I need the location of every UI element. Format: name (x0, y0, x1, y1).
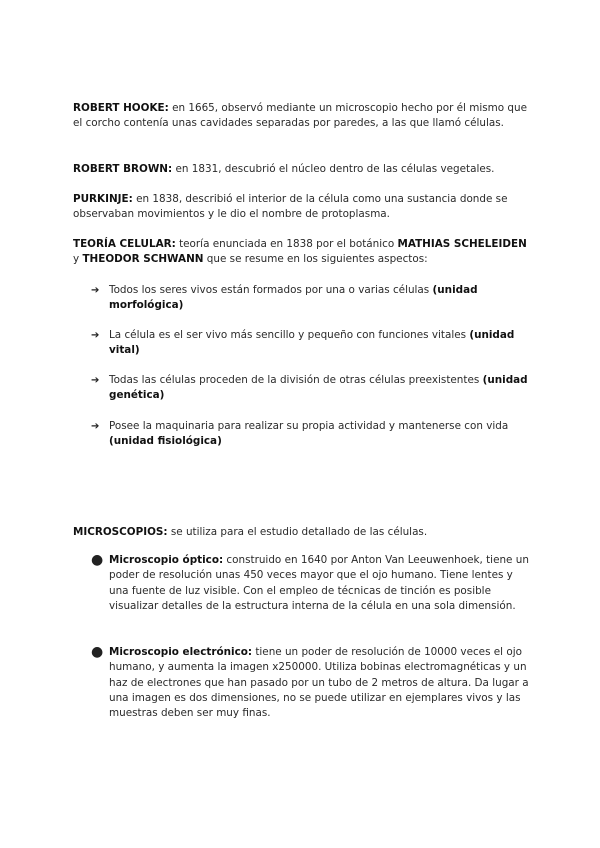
term-brown: ROBERT BROWN: (73, 163, 173, 175)
paragraph-brown: ROBERT BROWN: en 1831, descubrió el núcleo dentro de las células vegetales. (73, 163, 495, 175)
paragraph-purkinje: PURKINJE: en 1838, describió el interior de la célula como una sustancia donde se observaban movimientos y le dio el nombre de protoplasma. (73, 193, 508, 221)
list-item: ➔ Todas las células proceden de la división de otras células preexistentes (unidad genética) (91, 373, 531, 404)
term-hooke: ROBERT HOOKE: (73, 102, 169, 114)
arrow-icon: ➔ (91, 375, 100, 386)
arrow-icon: ➔ (91, 330, 100, 341)
list-item: ➔ Posee la maquinaria para realizar su propia actividad y mantenerse con vida (unidad fisiológica) (91, 419, 531, 450)
list-item: ● Microscopio óptico: construido en 1640 por Anton Van Leeuwenhoek, tiene un poder de resolución unas 450 veces mayor que el ojo humano. Tiene lentes y una fuente de luz visible. Con el empleo de técnicas de tinción es posible visualizar detalles de la estructura interna de la célula en una sola dimensión. (91, 553, 531, 614)
paragraph-hooke: ROBERT HOOKE: en 1665, observó mediante un microscopio hecho por él mismo que el corcho contenía unas cavidades separadas por paredes, a las que llamó células. (73, 102, 528, 130)
paragraph-microscopios: MICROSCOPIOS: se utiliza para el estudio detallado de las células. (73, 526, 428, 538)
list-item: ● Microscopio electrónico: tiene un poder de resolución de 10000 veces el ojo humano, y aumenta la imagen x250000. Utiliza bobinas electromagnéticas y un haz de electrones que han pasado por un tubo de 2 metros de altura. Da lugar a una imagen es dos dimensiones, no se puede utilizar en ejemplares vivos y las muestras deben ser muy finas. (91, 645, 531, 721)
term-purkinje: PURKINJE: (73, 193, 133, 205)
arrow-icon: ➔ (91, 421, 100, 432)
list-item: ➔ Todos los seres vivos están formados por una o varias células (unidad morfológica) (91, 283, 531, 314)
bullet-icon: ● (91, 644, 104, 660)
term-microscopios: MICROSCOPIOS: (73, 526, 168, 538)
list-item: ➔ La célula es el ser vivo más sencillo y pequeño con funciones vitales (unidad vital) (91, 328, 531, 359)
arrow-icon: ➔ (91, 285, 100, 296)
term-teoria-celular: TEORÍA CELULAR: (73, 238, 176, 250)
paragraph-teoria-celular: TEORÍA CELULAR: teoría enunciada en 1838 por el botánico MATHIAS SCHELEIDEN y THEODOR SCHWANN que se resume en los siguientes aspectos: (73, 238, 527, 266)
bullet-icon: ● (91, 552, 104, 568)
